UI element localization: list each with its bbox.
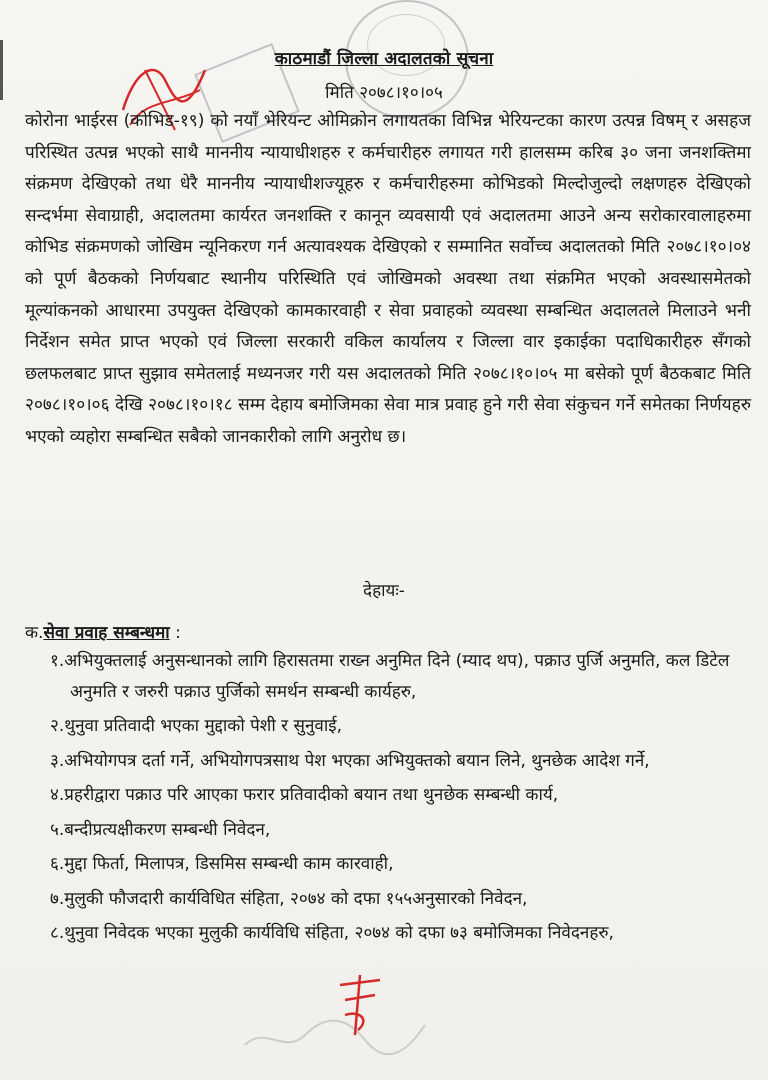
dehaya-heading: देहायः- <box>363 581 405 601</box>
list-item: ५.बन्दीप्रत्यक्षीकरण सम्बन्धी निवेदन, <box>50 819 271 840</box>
list-item: ६.मुद्दा फिर्ता, मिलापत्र, डिसमिस सम्बन्धी काम कारवाही, <box>50 854 394 874</box>
section-heading <box>25 620 181 643</box>
section-colon: : <box>169 623 181 643</box>
notice-title: काठमाडौं जिल्ला अदालतको सूचना <box>274 49 494 69</box>
notice-body <box>25 106 751 454</box>
section-prefix: क. <box>25 623 44 643</box>
list-item: ४.प्रहरीद्वारा पक्राउ परि आएका फरार प्रतिवादीको बयान तथा थुनछेक सम्बन्धी कार्य, <box>50 785 559 805</box>
list-item: ८.थुनुवा निवेदक भएका मुलुकी कार्यविधि संहिता, २०७४ को दफा ७३ बमोजिमका निवेदनहरु, <box>50 923 614 943</box>
body-paragraph: कोरोना भाईरस (कोभिड-१९) को नयाँ भेरियन्ट ओमिक्रोन लगायतका विभिन्न भेरियन्टका कारण उत्पन्न विषम् र असहज परिस्थित उत्पन्न भएको साथै माननीय न्यायाधीशहरु र कर्मचारीहरु लगायत गरी हालसम्म करिब ३० जना जनशक्तिमा संक्रमण देखिएको तथा धेरै माननीय न्यायाधीशज्यूहरु र कर्मचारीहरुमा कोभिडको मिल्दोजुल्दो लक्षणहरु देखिएको सन्दर्भमा सेवाग्राही, अदालतमा कार्यरत जनशक्ति र कानून व्यवसायी एवं अदालतमा आउने अन्य सरोकारवालाहरुमा कोभिड संक्रमणको जोखिम न्यूनिकरण गर्न अत्यावश्यक देखिएको र सम्मानित सर्वोच्च अदालतको मिति २०७८।१०।०४ को पूर्ण बैठकको निर्णयबाट स्थानीय परिस्थिति एवं जोखिमको अवस्था तथा संक्रमित भएको अवस्थासमेतको मूल्यांकनको आधारमा उपयुक्त देखिएको कामकारवाही र सेवा प्रवाहको व्यवस्था सम्बन्धित अदालतले मिलाउने भनी निर्देशन समेत प्राप्त भएको एवं जिल्ला सरकारी वकिल कार्यालय र जिल्ला वार इकाईका पदाधिकारीहरु सँगको छलफलबाट प्राप्त सुझाव समेतलाई मध्यनजर गरी यस अदालतको मिति २०७८।१०।०५ मा बसेको पूर्ण बैठकबाट मिति २०७८।१०।०६ देखि २०७८।१०।१८ सम्म देहाय बमोजिमका सेवा मात्र प्रवाह हुने गरी सेवा संकुचन गर्ने समेतका निर्णयहरु भएको व्यहोरा सम्बन्धित सबैको जानकारीको लागि अनुरोध छ। <box>25 111 751 447</box>
pencil-scribble <box>235 995 435 1065</box>
notice-date: मिति २०७८।१०।०५ <box>325 83 443 103</box>
service-list <box>50 646 758 953</box>
list-item: ७.मुलुकी फौजदारी कार्यविधित संहिता, २०७४ को दफा १५५अनुसारको निवेदन, <box>50 888 528 909</box>
list-item: १.अभियुक्तलाई अनुसन्धानको लागि हिरासतमा राख्न अनुमित दिने (म्याद थप), पक्राउ पुर्जि अनुमति, कल डिटेल अनुमति र जरुरी पक्राउ पुर्जिको समर्थन सम्बन्धी कार्यहरु, <box>50 651 730 702</box>
list-item: २.थुनुवा प्रतिवादी भएका मुद्दाको पेशी र सुनुवाई, <box>50 716 343 736</box>
list-item: ३.अभियोगपत्र दर्ता गर्ने, अभियोगपत्रसाथ पेश भएका अभियुक्तको बयान लिने, थुनछेक आदेश गर्ने, <box>50 750 650 771</box>
section-title: सेवा प्रवाह सम्बन्धमा <box>43 623 170 643</box>
